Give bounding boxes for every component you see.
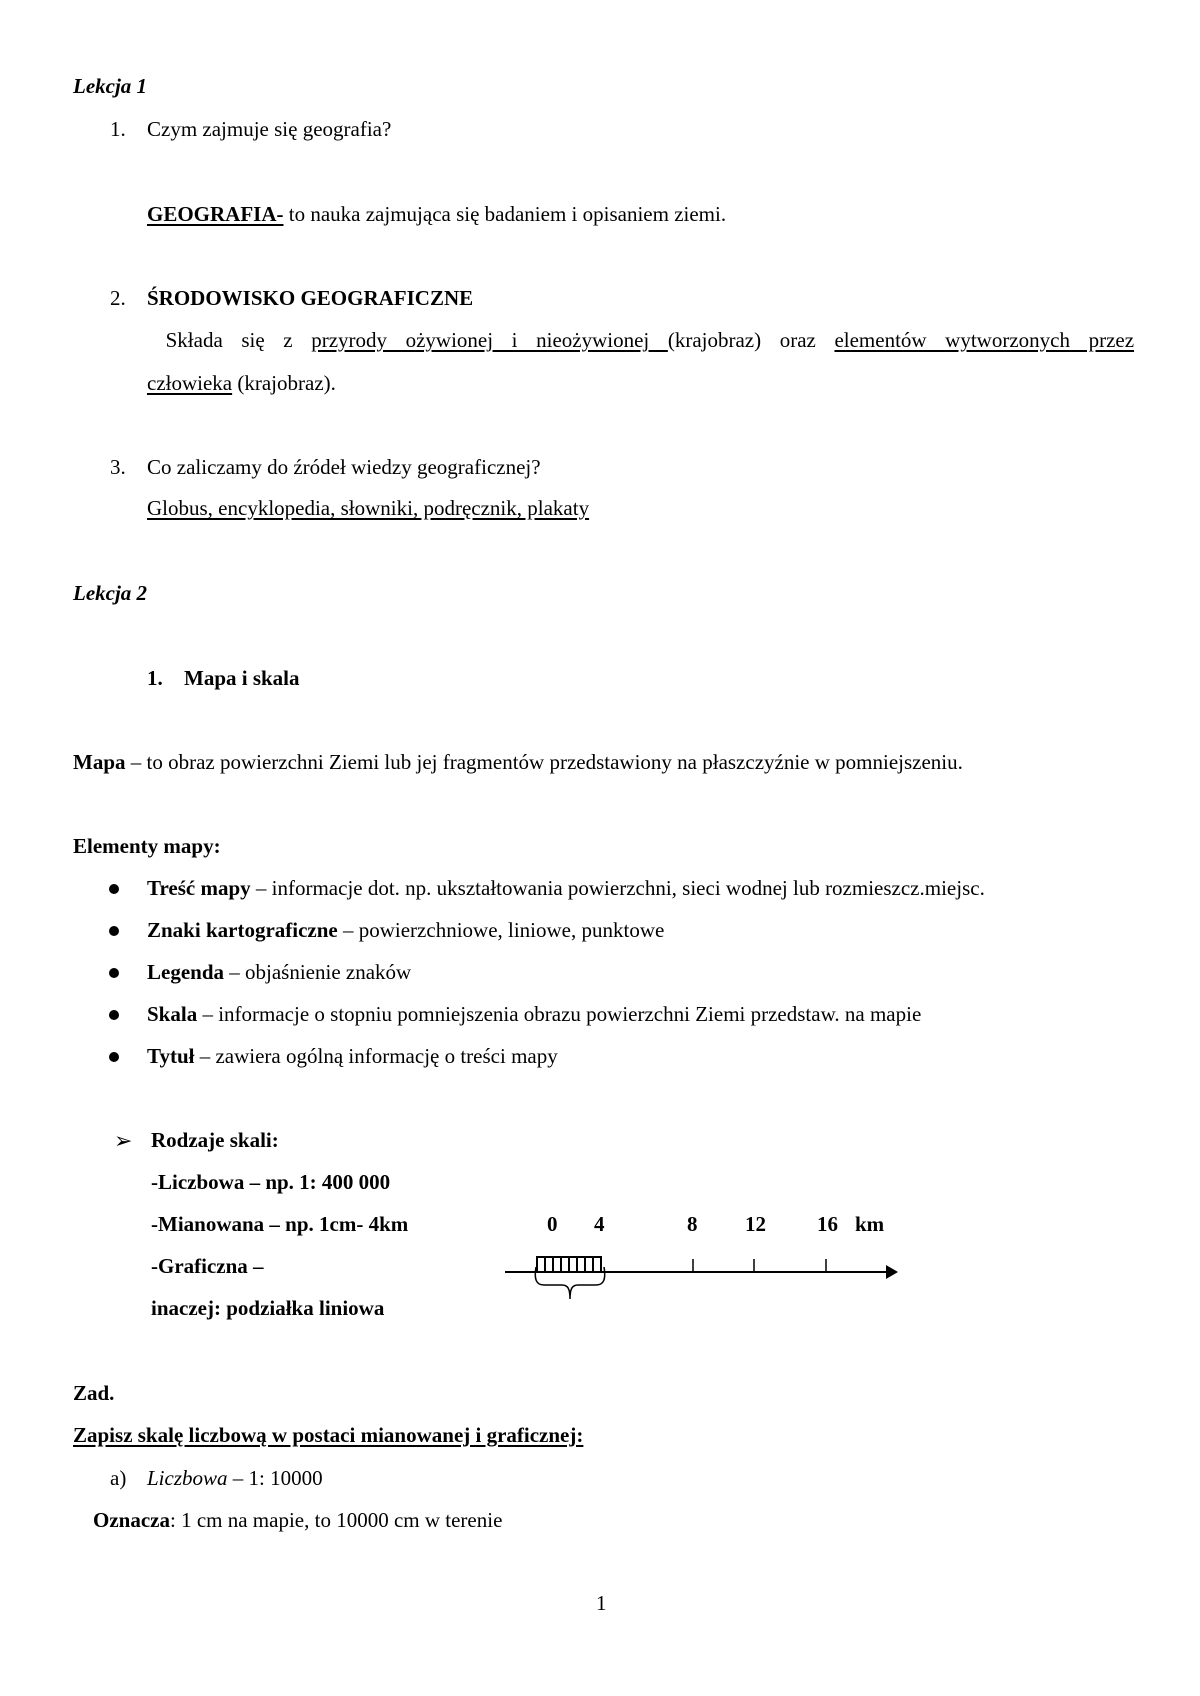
map-elements-heading: Elementy mapy:	[73, 834, 221, 858]
scale-arrow-head	[886, 1265, 898, 1279]
lesson-1-heading: Lekcja 1	[73, 74, 148, 98]
scale-label-0: 0	[547, 1212, 558, 1236]
task-item: Liczbowa – 1: 10000	[147, 1466, 323, 1490]
scale-bar-graphic	[500, 1245, 900, 1315]
bullet-icon	[109, 968, 119, 978]
list-item: Znaki kartograficzne – powierzchniowe, liniowe, punktowe	[147, 918, 665, 942]
subdivision-ticks	[537, 1257, 601, 1272]
main-ticks	[693, 1259, 826, 1272]
task-meaning: Oznacza: 1 cm na mapie, to 10000 cm w terenie	[93, 1508, 503, 1532]
scale-label-12: 12	[745, 1212, 766, 1236]
list-item: Tytuł – zawiera ogólną informację o treści mapy	[147, 1044, 558, 1068]
task-item-letter: a)	[110, 1466, 127, 1490]
section-number: 1.	[147, 666, 163, 690]
scale-label-unit: km	[855, 1212, 885, 1236]
linear-scale-note: inaczej: podziałka liniowa	[151, 1296, 385, 1320]
question-3-text: Co zaliczamy do źródeł wiedzy geograficznej?	[147, 455, 541, 479]
definition-text: to nauka zajmująca się badaniem i opisaniem ziemi.	[283, 202, 727, 226]
geography-definition	[147, 202, 726, 227]
environment-paragraph-line-1: Składa się z przyrody ożywionej i nieożywionej (krajobraz) oraz elementów wytworzonych przez	[165, 328, 1135, 352]
list-item: Legenda – objaśnienie znaków	[147, 960, 412, 984]
numeric-scale: -Liczbowa – np. 1: 400 000	[151, 1170, 391, 1194]
list-item: Treść mapy – informacje dot. np. ukształtowania powierzchni, sieci wodnej lub rozmieszcz.miejsc.	[147, 876, 985, 900]
scale-types-heading: Rodzaje skali:	[151, 1128, 279, 1152]
question-3-number: 3.	[110, 455, 126, 479]
question-3-answer: Globus, encyklopedia, słowniki, podręcznik, plakaty	[147, 496, 590, 520]
bullet-icon	[109, 1052, 119, 1062]
question-2-title: ŚRODOWISKO GEOGRAFICZNE	[147, 286, 474, 310]
section-title: Mapa i skala	[184, 666, 300, 690]
map-definition: Mapa – to obraz powierzchni Ziemi lub jej fragmentów przedstawiony na płaszczyźnie w pomniejszeniu.	[73, 750, 963, 774]
graphic-scale: -Graficzna –	[151, 1254, 264, 1278]
task-label: Zad.	[73, 1381, 115, 1405]
task-instruction: Zapisz skalę liczbową w postaci mianowanej i graficznej:	[73, 1423, 584, 1447]
question-1-text: Czym zajmuje się geografia?	[147, 117, 392, 141]
scale-label-16: 16	[817, 1212, 838, 1236]
scale-label-8: 8	[687, 1212, 698, 1236]
human-elements-phrase: elementów wytworzonych przez	[834, 328, 1135, 352]
list-item: Skala – informacje o stopniu pomniejszenia obrazu powierzchni Ziemi przedstaw. na mapie	[147, 1002, 922, 1026]
bullet-icon	[109, 884, 119, 894]
bullet-icon	[109, 926, 119, 936]
question-1-number: 1.	[110, 117, 126, 141]
named-scale: -Mianowana – np. 1cm- 4km	[151, 1212, 409, 1236]
living-nature-phrase: przyrody ożywionej i nieożywionej	[311, 328, 668, 352]
arrow-bullet-icon: ➢	[114, 1128, 133, 1153]
page-number: 1	[596, 1591, 607, 1615]
scale-label-4: 4	[594, 1212, 605, 1236]
definition-term: GEOGRAFIA-	[147, 202, 284, 226]
lesson-2-heading: Lekcja 2	[73, 581, 148, 605]
bullet-icon	[109, 1010, 119, 1020]
question-2-number: 2.	[110, 286, 126, 310]
environment-paragraph-line-2: człowieka (krajobraz).	[147, 371, 336, 395]
